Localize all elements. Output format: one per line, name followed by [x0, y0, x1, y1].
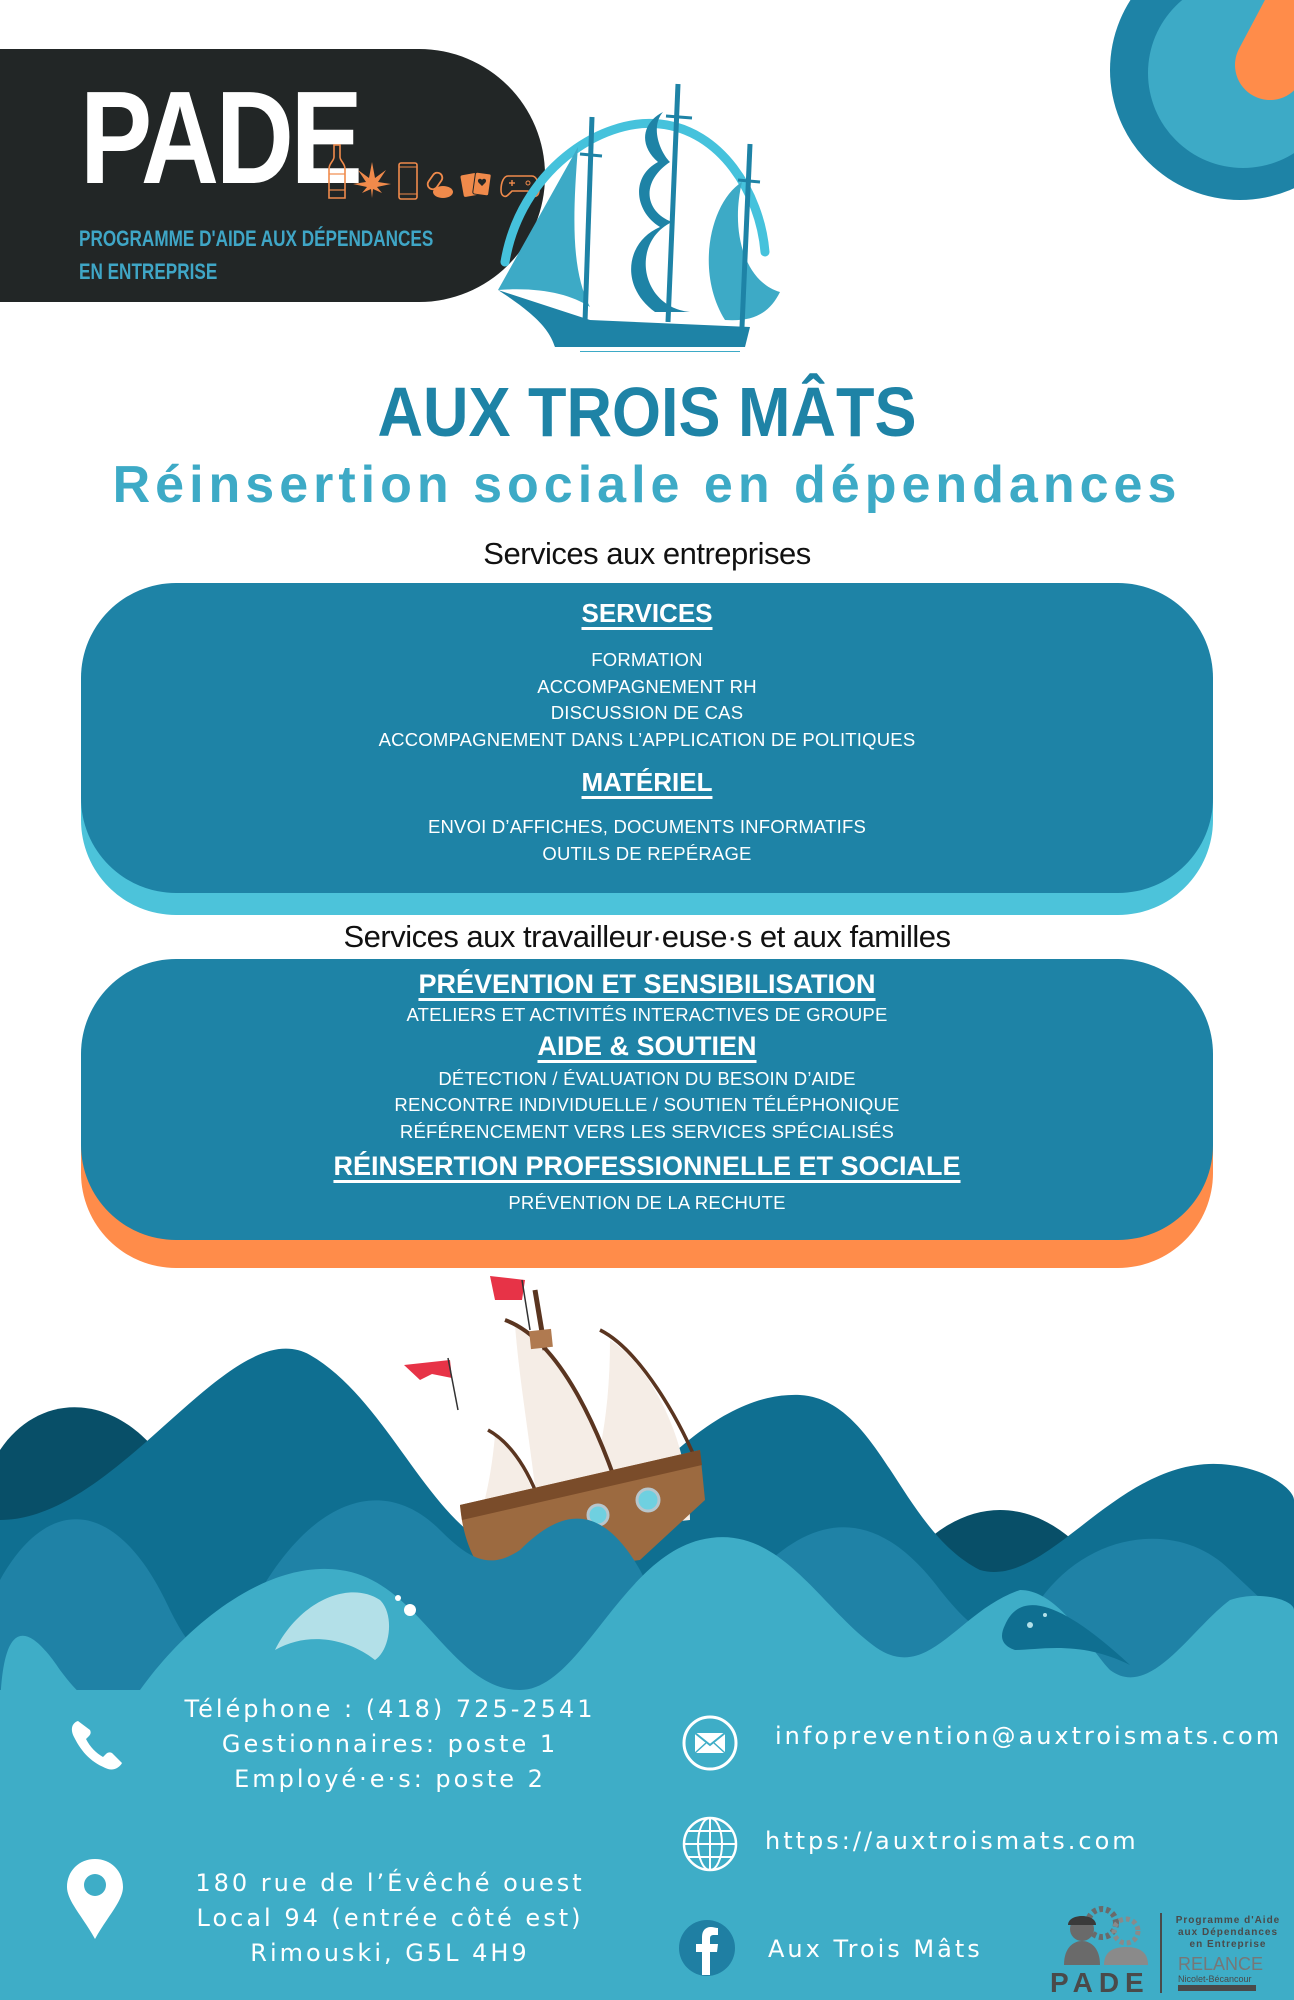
email-icon [681, 1714, 739, 1772]
service-item: ACCOMPAGNEMENT RH [537, 675, 757, 697]
relance-name: RELANCE [1178, 1954, 1264, 1974]
address-unit: Local 94 (entrée côté est) [196, 1904, 584, 1932]
aide-item: RÉFÉRENCEMENT VERS LES SERVICES SPÉCIALISÉS [399, 1120, 895, 1142]
pade-acronym: PADE [80, 64, 360, 211]
worker-services-card [81, 959, 1213, 1268]
partner-pade-acronym: PADE [1050, 1967, 1150, 1998]
facebook-link[interactable]: Aux Trois Mâts [768, 1935, 983, 1963]
relance-region: Nicolet-Bécancour [1178, 1974, 1252, 1984]
pills-icon [424, 170, 454, 200]
program-name [79, 222, 433, 288]
service-item: DISCUSSION DE CAS [550, 702, 744, 723]
cannabis-leaf-icon [352, 160, 392, 200]
phone-icon [68, 1717, 124, 1773]
pade-partner-logo [1050, 1905, 1294, 1998]
relance-strip [1178, 1985, 1256, 1991]
address-info [170, 1866, 610, 1971]
materiel-item: ENVOI D’AFFICHES, DOCUMENTS INFORMATIFS [427, 816, 867, 837]
business-services-heading: Services aux entreprises [483, 536, 811, 571]
program-name-line2: EN ENTREPRISE [79, 259, 218, 284]
service-item: FORMATION [591, 649, 703, 670]
business-services-panel [81, 583, 1213, 893]
business-services-card [81, 583, 1213, 915]
reinsertion-title: RÉINSERTION PROFESSIONNELLE ET SOCIALE [333, 1151, 961, 1181]
location-pin-icon [65, 1857, 125, 1941]
services-title: SERVICES [581, 598, 713, 628]
smartphone-icon [398, 162, 418, 200]
bottle-icon [328, 144, 346, 200]
worker-services-panel [81, 959, 1213, 1240]
partner-divider [1160, 1913, 1162, 1993]
reinsertion-item: PRÉVENTION DE LA RECHUTE [508, 1192, 786, 1213]
phone-number[interactable]: Téléphone : (418) 725-2541 [184, 1695, 596, 1723]
service-item: ACCOMPAGNEMENT DANS L’APPLICATION DE POLITIQUES [378, 728, 916, 750]
three-masted-ship-logo [480, 72, 780, 352]
worker-services-heading: Services aux travailleur·euse·s et aux familles [343, 919, 951, 954]
email-link[interactable]: infoprevention@auxtroismats.com [775, 1722, 1283, 1750]
organization-tagline: Réinsertion sociale en dépendances [112, 456, 1182, 514]
materiel-item: OUTILS DE REPÉRAGE [542, 842, 752, 864]
globe-icon [681, 1815, 739, 1873]
sea-illustration [0, 1270, 1294, 1740]
materiel-title: MATÉRIEL [581, 767, 713, 797]
partner-program-line: Programme d'Aide [1175, 1915, 1281, 1926]
program-name-line1: PROGRAMME D'AIDE AUX DÉPENDANCES [79, 226, 434, 251]
prevention-item: ATELIERS ET ACTIVITÉS INTERACTIVES DE GROUPE [406, 1004, 888, 1025]
phone-info [170, 1692, 610, 1797]
website-link[interactable]: https://auxtroismats.com [765, 1827, 1139, 1855]
partner-program-line: aux Dépendances [1177, 1927, 1279, 1938]
decorative-circle [1110, 0, 1294, 200]
aide-item: RENCONTRE INDIVIDUELLE / SOUTIEN TÉLÉPHONIQUE [394, 1094, 900, 1115]
facebook-icon [678, 1919, 736, 1977]
partner-program-line: en Entreprise [1189, 1939, 1267, 1950]
organization-name: AUX TROIS MÂTS [377, 373, 917, 451]
address-city: Rimouski, G5L 4H9 [250, 1939, 530, 1967]
aide-title: AIDE & SOUTIEN [537, 1030, 757, 1061]
aide-item: DÉTECTION / ÉVALUATION DU BESOIN D’AIDE [438, 1067, 856, 1089]
phone-employees-ext: Employé·e·s: poste 2 [234, 1765, 546, 1793]
phone-managers-ext: Gestionnaires: poste 1 [221, 1730, 559, 1758]
address-street: 180 rue de l’Évêché ouest [195, 1869, 585, 1897]
prevention-title: PRÉVENTION ET SENSIBILISATION [418, 969, 876, 999]
partner-program-name [1168, 1915, 1288, 1951]
workers-gears-icon [1054, 1905, 1154, 1965]
